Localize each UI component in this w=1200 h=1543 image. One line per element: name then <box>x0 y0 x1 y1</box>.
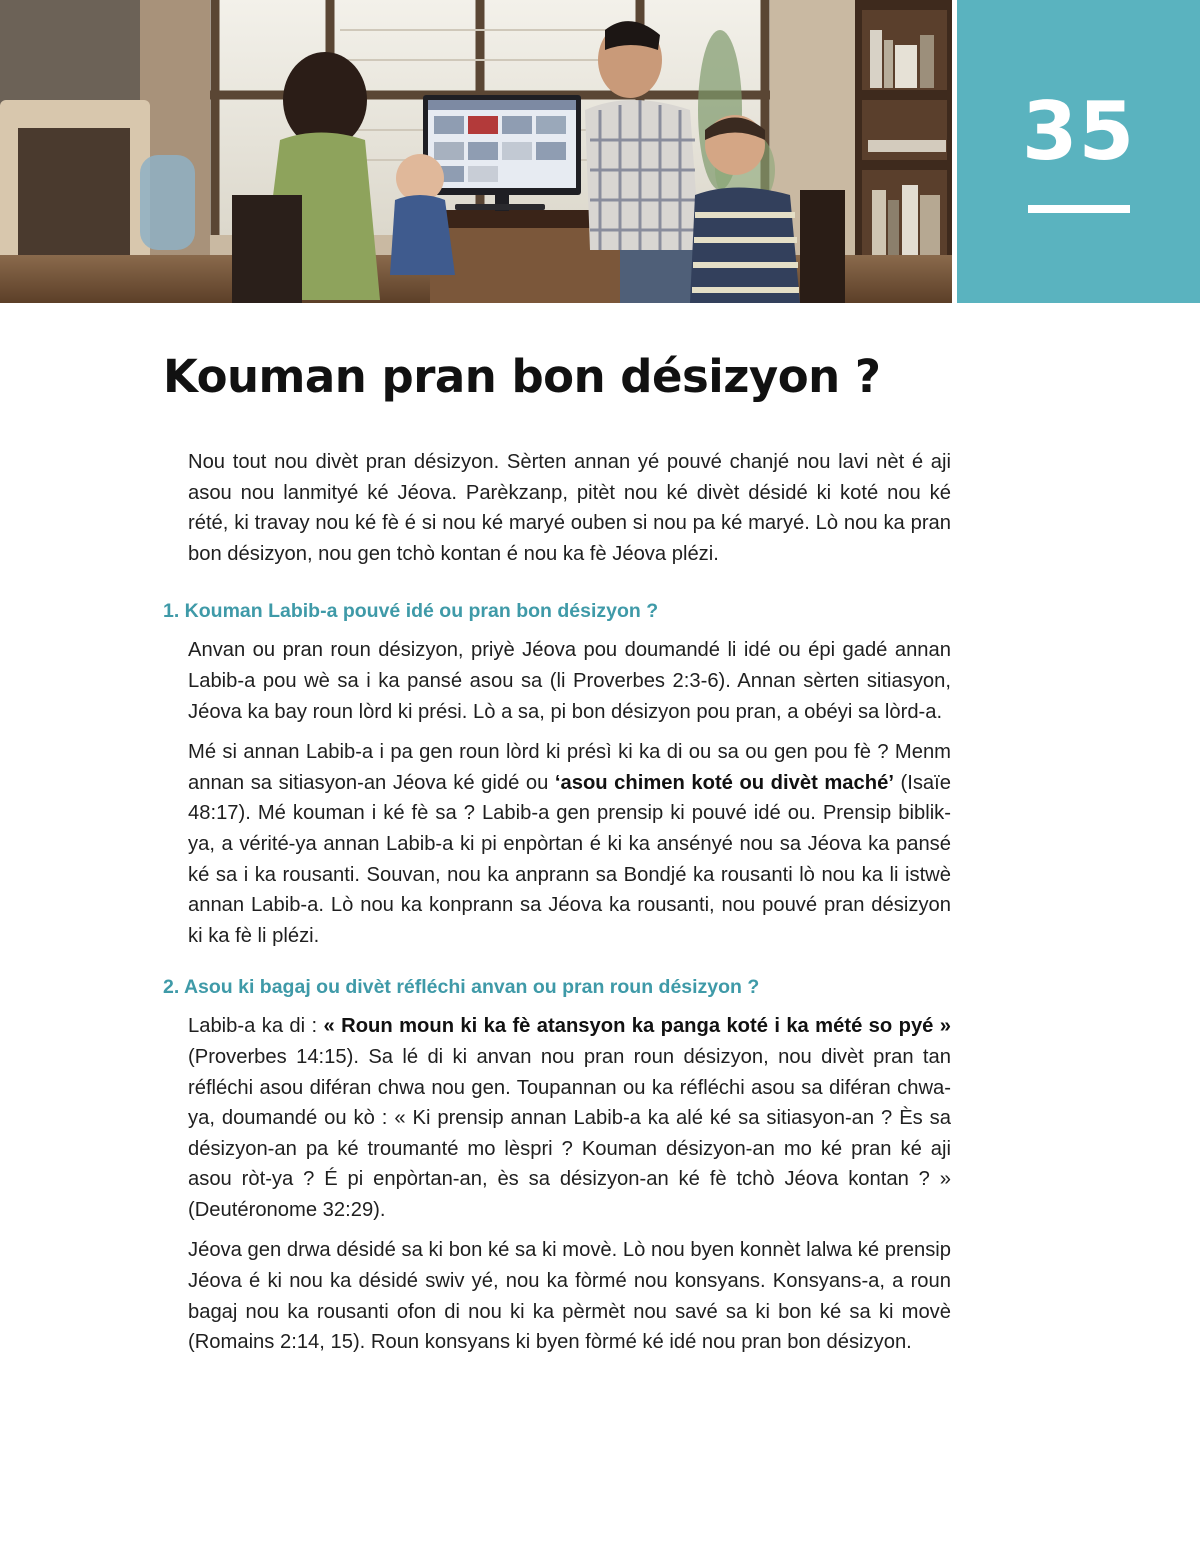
intro-paragraph: Nou tout nou divèt pran désizyon. Sèrten annan yé pouvé chanjé nou lavi nèt é aji asou nou lanmityé ké Jéova. Parèkzanp, pitèt nou ké divèt désidé ki koté nou ké rété, ki travay nou ké fè é si nou ké maryé ouben si nou pa ké maryé. Lò nou ka pran bon désizyon, nou gen tchò kontan é nou ka fè Jéova plézi. <box>188 451 951 565</box>
lesson-content <box>163 447 952 1380</box>
lesson-number: 35 <box>1021 85 1136 178</box>
hero-photo <box>0 0 952 303</box>
section-2-question: 2. Asou ki bagaj ou divèt réfléchi anvan ou pran roun désizyon ? <box>163 976 760 999</box>
paragraph-text: Mé si annan Labib-a i pa gen roun lòrd ki présì ki ka di ou sa ou gen pou fè ? Menm annan sa sitiasyon-an Jéova ké gidé ou <box>188 741 951 794</box>
section-2-paragraph-2: Jéova gen drwa désidé sa ki bon ké sa ki movè. Lò nou byen konnèt lalwa ké prensip Jéova é ki nou ka désidé swiv yé, nou ka fòrmé nou konsyans. Konsyans-a, a roun bagaj nou ka rousanti ofon di nou ki ka pèrmèt nou savé sa ki bon ké sa ki movè (Romains 2:14, 15). Roun konsyans ki byen fòrmé ké idé nou pran bon désizyon. <box>188 1239 951 1354</box>
section-2-paragraph-1 <box>188 1011 951 1225</box>
paragraph-text: (Proverbes 14:15). Sa lé di ki anvan nou pran roun désizyon, nou divèt pran tan réfléchi asou diféran chwa nou gen. Toupannan ou ka réfléchi asou sa diféran chwa-ya, doumandé ou kò : « Ki prensip annan Labib-a ka alé ké sa sitiasyon-an ? Ès sa désizyon-an pa ké troumanté mo lèspri ? Kouman désizyon-an mo ké pran ké aji asou ròt-ya ? É pi enpòrtan-an, ès sa désizyon-an ké fè tchò Jéova kontan ? » (Deutéronome 32:29). <box>188 1045 951 1221</box>
family-computer-illustration <box>0 0 952 303</box>
lesson-number-underline <box>1028 205 1130 213</box>
section-1-paragraph-1: Anvan ou pran roun désizyon, priyè Jéova pou doumandé li idé ou épi gadé annan Labib-a pou wè sa i ka pansé asou sa (li Proverbes 2:3-6). Annan sèrten sitiasyon, Jéova ka bay roun lòrd ki prési. Lò a sa, pi bon désizyon pou pran, a obéyi sa lòrd-a. <box>188 639 951 723</box>
lesson-number-block <box>957 0 1200 303</box>
scripture-quote: ‘asou chimen koté ou divèt maché’ <box>554 771 894 794</box>
section-1 <box>163 597 951 951</box>
scripture-quote: « Roun moun ki ka fè atansyon ka panga koté i ka mété so pyé » <box>323 1015 952 1038</box>
page-title: Kouman pran bon désizyon ? <box>163 350 881 403</box>
paragraph-text: Labib-a ka di : <box>188 1015 324 1038</box>
section-2 <box>163 973 952 1358</box>
paragraph-text: (Isaïe 48:17). Mé kouman i ké fè sa ? Labib-a gen prensip ki pouvé idé ou. Prensip biblik-ya, a vérité-ya annan Labib-a ki pi enpòrtan é ki ka ansényé nou sa Jéova ka pansé ké sa i ka rousanti. Souvan, nou ka anprann sa Bondjé ka rousanti lò nou ka li istwè annan Labib-a. Lò nou ka konprann sa Jéova ka rousanti, nou pouvé pran désizyon ki ka fè li plézi. <box>188 771 951 947</box>
section-1-question: 1. Kouman Labib-a pouvé idé ou pran bon désizyon ? <box>163 600 659 623</box>
section-1-paragraph-2 <box>188 737 951 951</box>
